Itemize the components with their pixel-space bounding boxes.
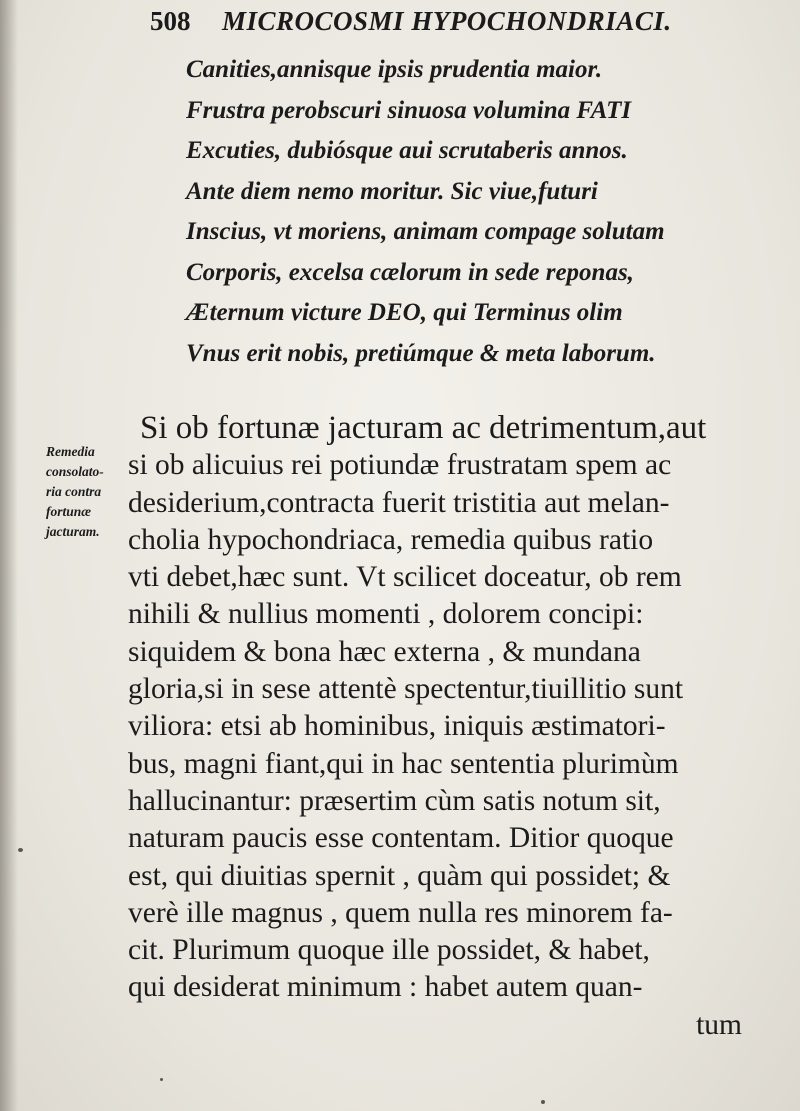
ink-speck [18, 848, 23, 852]
verse-line: Æternum victure DEO, qui Terminus olim [186, 299, 623, 326]
prose-line: qui desiderat minimum : habet autem quan- [128, 971, 643, 1004]
margin-note-line: Remedia [46, 444, 95, 459]
prose-line: cholia hypochondriaca, remedia quibus ratio [128, 523, 654, 556]
prose-paragraph [128, 410, 778, 1044]
margin-note-line: ria contra [46, 484, 102, 499]
page-header [150, 6, 780, 46]
margin-note-line: jacturam. [46, 524, 100, 539]
prose-line: hallucinantur: præsertim cùm satis notum sit, [128, 784, 661, 817]
catchword: tum [696, 1008, 742, 1041]
ink-speck [541, 1100, 545, 1104]
prose-line: siquidem & bona hæc externa , & mundana [128, 635, 641, 668]
running-title: MICROCOSMI HYPOCHONDRIACI. [222, 6, 672, 36]
prose-line: si ob alicuius rei potiundæ frustratam spem ac [128, 449, 672, 482]
prose-line: Si ob fortunæ jacturam ac detrimentum,aut [140, 410, 707, 446]
prose-line: viliora: etsi ab hominibus, iniquis æstimatori- [128, 710, 666, 743]
verse-line: Inscius, vt moriens, animam compage solutam [186, 218, 665, 245]
prose-line: desiderium,contracta fuerit tristitia aut melan- [128, 486, 670, 519]
margin-note-line: consolato- [46, 464, 104, 479]
ink-speck [160, 1078, 163, 1081]
verse-line: Ante diem nemo moritur. Sic viue,futuri [186, 177, 598, 205]
prose-line: est, qui diuitias spernit , quàm qui possidet; & [128, 859, 671, 892]
margin-note [46, 442, 136, 542]
verse-line: Frustra perobscuri sinuosa volumina FATI [186, 96, 632, 124]
prose-line: naturam paucis esse contentam. Ditior quoque [128, 822, 674, 855]
binding-shadow [0, 0, 18, 1111]
verse-line: Excuties, dubiósque aui scrutaberis annos. [186, 137, 628, 164]
verse-line: Corporis, excelsa cælorum in sede reponas, [186, 258, 634, 286]
page-number: 508 [150, 6, 191, 36]
prose-line: vti debet,hæc sunt. Vt scilicet doceatur, ob rem [128, 561, 682, 594]
prose-line: bus, magni fiant,qui in hac sententia plurimùm [128, 747, 679, 780]
prose-line: nihili & nullius momenti , dolorem concipi: [128, 598, 644, 631]
verse-line: Canities,annisque ipsis prudentia maior. [186, 56, 603, 83]
prose-line: verè ille magnus , quem nulla res minorem fa- [128, 896, 673, 929]
verse-block [186, 50, 746, 374]
verse-line: Vnus erit nobis, pretiúmque & meta laborum. [186, 339, 656, 367]
prose-line: gloria,si in sese attentè spectentur,tiuillitio sunt [128, 673, 684, 706]
prose-line: cit. Plurimum quoque ille possidet, & habet, [128, 934, 650, 967]
margin-note-line: fortunæ [46, 504, 92, 519]
